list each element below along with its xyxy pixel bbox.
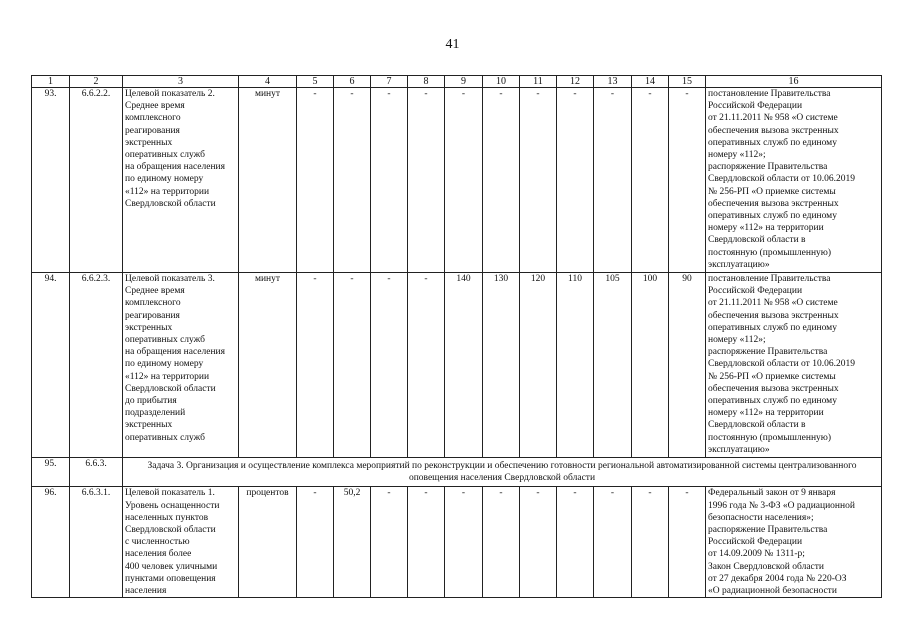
- unit: минут: [239, 273, 297, 458]
- task-row: [32, 458, 882, 487]
- column-header: 5: [297, 76, 334, 88]
- value-cell: 120: [520, 273, 557, 458]
- value-cell: -: [632, 88, 669, 273]
- table-row: [32, 487, 882, 598]
- value-cell: 90: [669, 273, 706, 458]
- column-header: 11: [520, 76, 557, 88]
- row-code: 6.6.3.1.: [70, 487, 123, 598]
- row-number: 95.: [32, 458, 70, 487]
- row-number: 93.: [32, 88, 70, 273]
- column-header: 12: [557, 76, 594, 88]
- value-cell: -: [408, 487, 445, 598]
- value-cell: -: [520, 487, 557, 598]
- value-cell: -: [408, 88, 445, 273]
- value-cell: -: [371, 487, 408, 598]
- column-header: 3: [123, 76, 239, 88]
- legal-basis: постановление Правительства Российской Федерации от 21.11.2011 № 958 «О системе обеспечения вызова экстренных оперативных служб по единому номеру «112»; распоряжение Правительства Свердловской области от 10.06.2019 № 256-РП «О приемке системы обеспечения вызова экстренных оперативных служб по единому номеру «112» на территории Свердловской области в постоянную (промышленную) эксплуатацию»: [706, 273, 882, 458]
- value-cell: -: [445, 487, 483, 598]
- row-code: 6.6.2.3.: [70, 273, 123, 458]
- legal-basis: постановление Правительства Российской Федерации от 21.11.2011 № 958 «О системе обеспечения вызова экстренных оперативных служб по единому номеру «112»; распоряжение Правительства Свердловской области от 10.06.2019 № 256-РП «О приемке системы обеспечения вызова экстренных оперативных служб по единому номеру «112» на территории Свердловской области в постоянную (промышленную) эксплуатацию»: [706, 88, 882, 273]
- value-cell: -: [594, 88, 632, 273]
- column-header: 14: [632, 76, 669, 88]
- value-cell: 100: [632, 273, 669, 458]
- column-header: 9: [445, 76, 483, 88]
- column-header: 4: [239, 76, 297, 88]
- column-header: 10: [483, 76, 520, 88]
- value-cell: -: [297, 273, 334, 458]
- column-header: 13: [594, 76, 632, 88]
- header-row: [32, 76, 882, 88]
- value-cell: 140: [445, 273, 483, 458]
- column-header: 6: [334, 76, 371, 88]
- unit: минут: [239, 88, 297, 273]
- value-cell: 105: [594, 273, 632, 458]
- column-header: 8: [408, 76, 445, 88]
- value-cell: -: [594, 487, 632, 598]
- indicator-name: Целевой показатель 1. Уровень оснащенности населенных пунктов Свердловской области с численностью населения более 400 человек уличными пунктами оповещения населения: [123, 487, 239, 598]
- column-header: 2: [70, 76, 123, 88]
- row-code: 6.6.2.2.: [70, 88, 123, 273]
- table-row: [32, 273, 882, 458]
- column-header: 15: [669, 76, 706, 88]
- row-number: 94.: [32, 273, 70, 458]
- indicator-name: Целевой показатель 3. Среднее время комплексного реагирования экстренных оперативных служб на обращения населения по единому номеру «112» на территории Свердловской области до прибытия подразделений экстренных оперативных служб: [123, 273, 239, 458]
- value-cell: -: [669, 487, 706, 598]
- row-code: 6.6.3.: [70, 458, 123, 487]
- column-header: 7: [371, 76, 408, 88]
- task-text: Задача 3. Организация и осуществление комплекса мероприятий по реконструкции и обеспечению готовности региональной автоматизированной системы централизованного оповещения населения Свердловской области: [123, 458, 882, 487]
- value-cell: 110: [557, 273, 594, 458]
- value-cell: -: [520, 88, 557, 273]
- legal-basis: Федеральный закон от 9 января 1996 года № 3-ФЗ «О радиационной безопасности населения»; распоряжение Правительства Российской Федерации от 14.09.2009 № 1311-р; Закон Свердловской области от 27 декабря 2004 года № 220-ОЗ «О радиационной безопасности: [706, 487, 882, 598]
- unit: процентов: [239, 487, 297, 598]
- indicator-name: Целевой показатель 2. Среднее время комплексного реагирования экстренных оперативных служб на обращения населения по единому номеру «112» на территории Свердловской области: [123, 88, 239, 273]
- value-cell: -: [557, 487, 594, 598]
- value-cell: -: [483, 487, 520, 598]
- value-cell: -: [371, 273, 408, 458]
- value-cell: 50,2: [334, 487, 371, 598]
- indicators-table: [31, 75, 882, 598]
- column-header: 16: [706, 76, 882, 88]
- row-number: 96.: [32, 487, 70, 598]
- table-row: [32, 88, 882, 273]
- value-cell: -: [669, 88, 706, 273]
- value-cell: -: [408, 273, 445, 458]
- value-cell: 130: [483, 273, 520, 458]
- column-header: 1: [32, 76, 70, 88]
- value-cell: -: [557, 88, 594, 273]
- value-cell: -: [483, 88, 520, 273]
- value-cell: -: [297, 487, 334, 598]
- value-cell: -: [334, 273, 371, 458]
- page-number: 41: [445, 37, 460, 52]
- value-cell: -: [632, 487, 669, 598]
- value-cell: -: [445, 88, 483, 273]
- value-cell: -: [371, 88, 408, 273]
- value-cell: -: [334, 88, 371, 273]
- value-cell: -: [297, 88, 334, 273]
